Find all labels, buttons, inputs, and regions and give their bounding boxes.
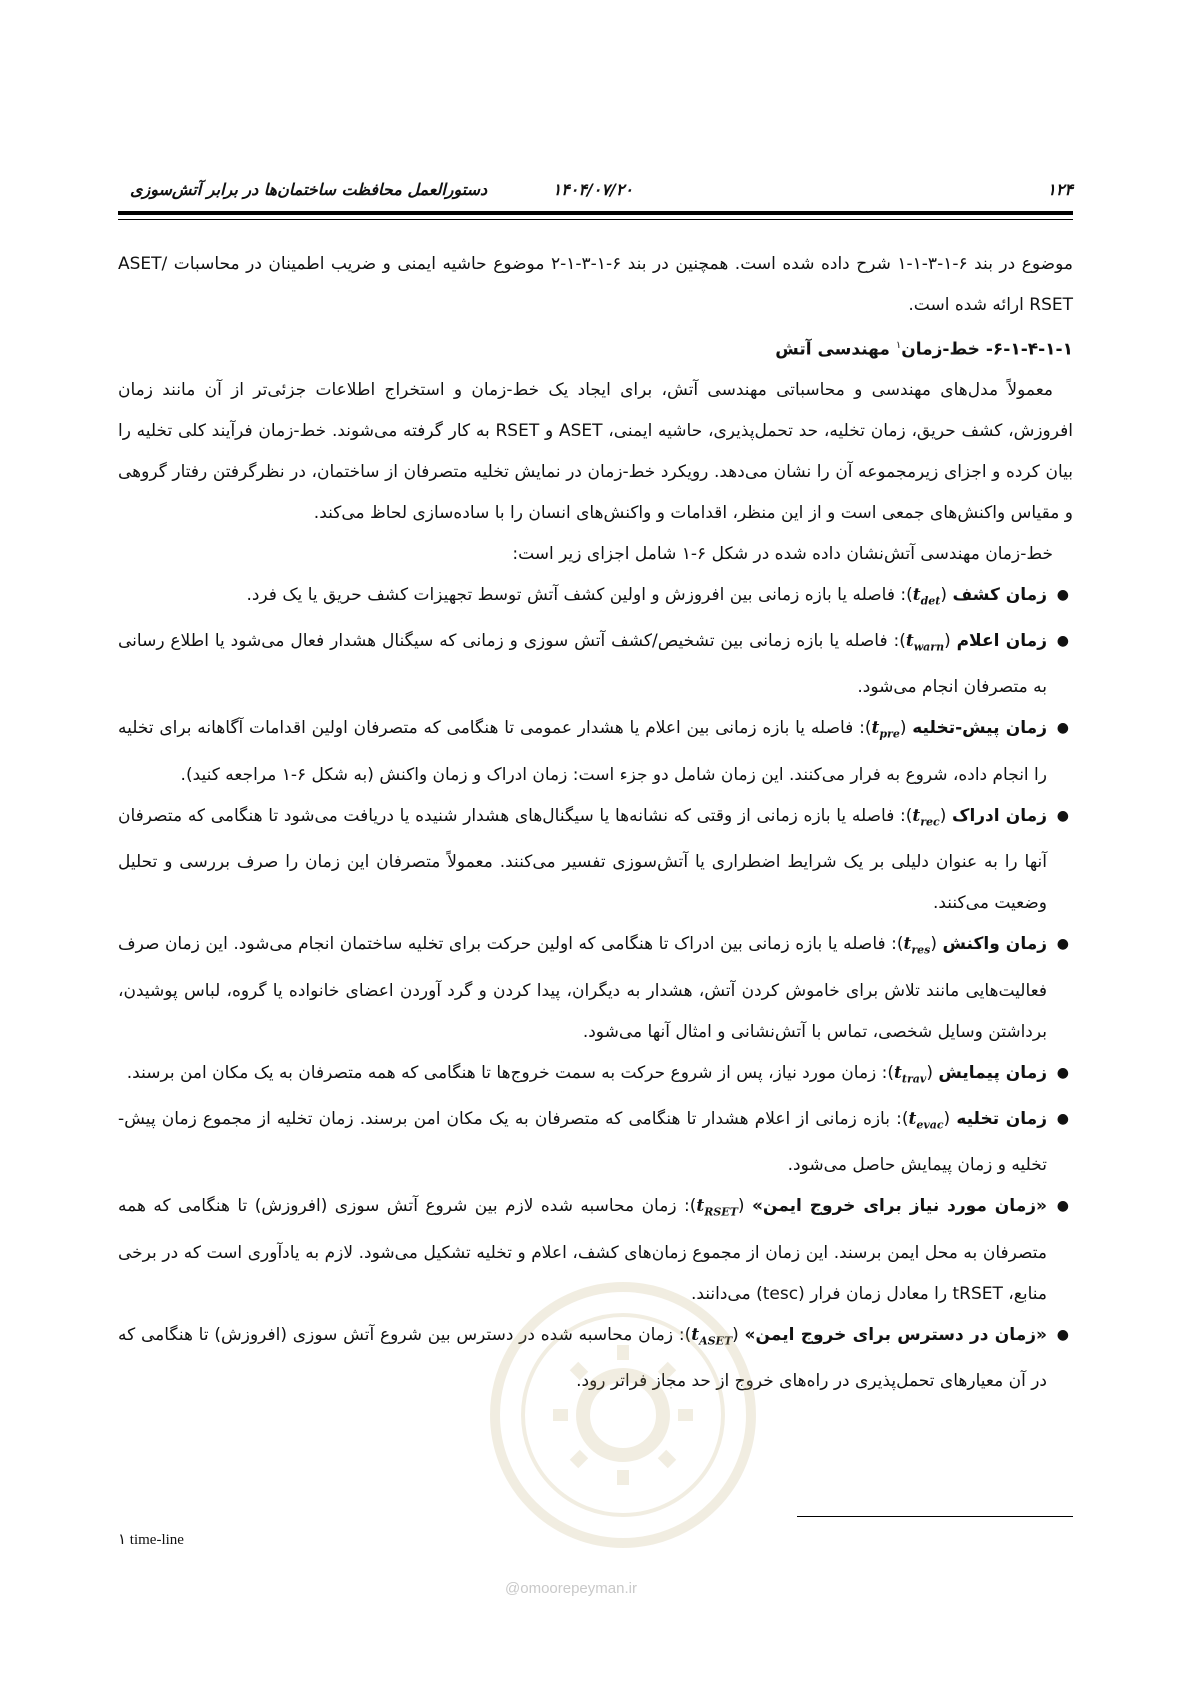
- page-body: [118, 244, 1073, 1402]
- list-item: ● زمان اعلام $(t_{warn})$: فاصله یا بازه زمانی بین تشخیص/کشف آتش سوزی و زمانی که سیگنال هشدار فعال می‌شود یا اطلاع رسانی به متصرفان انجام می‌شود.: [118, 621, 1073, 708]
- bullet-icon: ●: [1056, 807, 1069, 824]
- item-symbol: $t_{det}$: [912, 584, 941, 608]
- watermark-seal-icon: [478, 1265, 768, 1575]
- item-text: : زمان مورد نیاز، پس از شروع حرکت به سمت خروج‌ها تا هنگامی که همه متصرفان به یک مکان امن برسند.: [126, 1062, 888, 1083]
- bullet-icon: ●: [1056, 633, 1069, 650]
- list-item: ● زمان کشف $(t_{det})$: فاصله یا بازه زمانی بین افروزش و اولین کشف آتش توسط تجهیزات کشف حریق یا یک فرد.: [118, 575, 1073, 621]
- bullet-icon: ●: [1056, 1198, 1069, 1215]
- item-text: : زمان محاسبه شده در دسترس بین شروع آتش سوزی (افروزش) تا هنگامی که در آن معیارهای تحمل‌پذیری در راه‌های خروج از حد مجاز فراتر رود.: [118, 1324, 1047, 1392]
- intro-paragraph: موضوع در بند ۶-۱-۳-۱-۱ شرح داده شده است. همچنین در بند ۶-۱-۳-۱-۲ موضوع حاشیه ایمنی و ضریب اطمینان در محاسبات ASET/ RSET ارائه شده است.: [118, 254, 1073, 315]
- item-text: : فاصله یا بازه زمانی بین تشخیص/کشف آتش سوزی و زمانی که سیگنال هشدار فعال می‌شود یا اطلاع رسانی به متصرفان انجام می‌شود.: [118, 631, 1047, 698]
- item-symbol: $t_{evac}$: [908, 1109, 944, 1132]
- header-rule-thick: [118, 211, 1073, 215]
- section-heading: [118, 326, 1073, 370]
- item-symbol: $t_{rec}$: [912, 805, 940, 829]
- item-term: «زمان مورد نیاز برای خروج ایمن»: [751, 1196, 1047, 1217]
- item-symbol: $t_{ASET}$: [691, 1324, 733, 1348]
- header-rule-thin: [118, 219, 1073, 220]
- item-text: : فاصله یا بازه زمانی بین ادراک تا هنگامی که اولین حرکت برای تخلیه ساختمان انجام می‌شود. این زمان صرف فعالیت‌هایی مانند تلاش برای خاموش کردن آتش، هشدار به دیگران، پیدا کردن و گرد آوردن اعضای خانواده یا گروه، لباس پوشیدن، برداشتن وسایل شخصی، تماس با آتش‌نشانی و امثال آنها می‌شود.: [118, 934, 1047, 1042]
- bullet-icon: ●: [1056, 586, 1069, 603]
- list-item: ● «زمان مورد نیاز برای خروج ایمن» $(t_{RSET})$: زمان محاسبه شده لازم بین شروع آتش سوزی (افروزش) تا هنگامی که همه متصرفان به محل ایمن برسند. این زمان از مجموع زمان‌های کشف، اعلام و تخلیه تشکیل می‌شود. لازم به یادآوری است که در برخی منابع، tRSET را معادل زمان فرار (tesc) می‌دانند.: [118, 1186, 1073, 1314]
- item-term: زمان ادراک: [952, 805, 1047, 826]
- section-heading-text: ۶-۱-۴-۱-۱- خط-زمان: [901, 339, 1073, 360]
- item-term: زمان تخلیه: [956, 1109, 1047, 1129]
- list-item: ● زمان پیش-تخلیه $(t_{pre})$: فاصله یا بازه زمانی بین اعلام یا هشدار عمومی تا هنگامی که متصرفان اولین اقدامات آگاهانه برای تخلیه را انجام داده، شروع به فرار می‌کنند. این زمان شامل دو جزء است: زمان ادراک و زمان واکنش (به شکل ۶-۱ مراجعه کنید).: [118, 708, 1073, 795]
- bullet-icon: ●: [1056, 936, 1069, 953]
- item-symbol: $t_{RSET}$: [696, 1196, 738, 1219]
- bullet-icon: ●: [1056, 720, 1069, 737]
- bullet-icon: ●: [1056, 1111, 1069, 1127]
- item-text: : زمان محاسبه شده لازم بین شروع آتش سوزی (افروزش) تا هنگامی که همه متصرفان به محل ایمن برسند. این زمان از مجموع زمان‌های کشف، اعلام و تخلیه تشکیل می‌شود. لازم به یادآوری است که در برخی منابع، tRSET را معادل زمان فرار (tesc) می‌دانند.: [118, 1196, 1047, 1304]
- item-term: زمان پیش-تخلیه: [912, 718, 1047, 739]
- list-item: ● «زمان در دسترس برای خروج ایمن» $(t_{ASET})$: زمان محاسبه شده در دسترس بین شروع آتش سوزی (افروزش) تا هنگامی که در آن معیارهای تحمل‌پذیری در راه‌های خروج از حد مجاز فراتر رود.: [118, 1315, 1073, 1402]
- list-item: ● زمان تخلیه $(t_{evac})$: بازه زمانی از اعلام هشدار تا هنگامی که متصرفان به یک مکان امن برسند. زمان تخلیه از مجموع زمان پیش-تخلیه و زمان پیمایش حاصل می‌شود.: [118, 1099, 1073, 1186]
- running-header: [118, 172, 1073, 208]
- header-title: دستورالعمل محافظت ساختمان‌ها در برابر آتش‌سوزی: [130, 180, 488, 199]
- header-date: ۱۴۰۴/۰۷/۲۰: [552, 180, 633, 199]
- list-item: ● زمان واکنش $(t_{res})$: فاصله یا بازه زمانی بین ادراک تا هنگامی که اولین حرکت برای تخلیه ساختمان انجام می‌شود. این زمان صرف فعالیت‌هایی مانند تلاش برای خاموش کردن آتش، هشدار به دیگران، پیدا کردن و گرد آوردن اعضای خانواده یا گروه، لباس پوشیدن، برداشتن وسایل شخصی، تماس با آتش‌نشانی و امثال آنها می‌شود.: [118, 924, 1073, 1052]
- item-term: زمان کشف: [952, 584, 1047, 605]
- item-symbol: $t_{res}$: [903, 934, 931, 957]
- item-text: : بازه زمانی از اعلام هشدار تا هنگامی که متصرفان به یک مکان امن برسند. زمان تخلیه از مجموع زمان پیش-تخلیه و زمان پیمایش حاصل می‌شود.: [118, 1109, 1047, 1176]
- item-symbol: $t_{pre}$: [871, 718, 900, 741]
- item-term: زمان پیمایش: [938, 1062, 1047, 1083]
- bullet-icon: ●: [1056, 1326, 1069, 1343]
- item-symbol: $t_{trav}$: [894, 1062, 927, 1085]
- section-paragraph-1: معمولاً مدل‌های مهندسی و محاسباتی مهندسی آتش، برای ایجاد یک خط-زمان و استخراج اطلاعات جزئی‌تر از آن مانند زمان افروزش، کشف حریق، زمان تخلیه، حد تحمل‌پذیری، حاشیه ایمنی، ASET و RSET به کار گرفته می‌شوند. خط-زمان فرآیند کلی تخلیه را بیان کرده و اجزای زیرمجموعه آن را نشان می‌دهد. رویکرد خط-زمان در نمایش تخلیه متصرفان از ساختمان، در نظرگرفتن رفتار گروهی و مقیاس واکنش‌های جمعی است و از این منظر، اقدامات و واکنش‌های انسان را با ساده‌سازی لحاظ می‌کند.: [118, 379, 1073, 523]
- item-term: زمان اعلام: [956, 631, 1047, 652]
- item-text: : فاصله یا بازه زمانی بین اعلام یا هشدار عمومی تا هنگامی که متصرفان اولین اقدامات آگاهانه برای تخلیه را انجام داده، شروع به فرار می‌کنند. این زمان شامل دو جزء است: زمان ادراک و زمان واکنش (به شکل ۶-۱ مراجعه کنید).: [118, 718, 1047, 785]
- list-item: ● زمان پیمایش $(t_{trav})$: زمان مورد نیاز، پس از شروع حرکت به سمت خروج‌ها تا هنگامی که همه متصرفان به یک مکان امن برسند.: [118, 1053, 1073, 1099]
- watermark-text: @omoorepeyman.ir: [505, 1580, 637, 1597]
- section-heading-tail: مهندسی آتش: [775, 339, 896, 360]
- list-item: ● زمان ادراک $(t_{rec})$: فاصله یا بازه زمانی از وقتی که نشانه‌ها یا سیگنال‌های هشدار شنیده یا دریافت می‌شود تا هنگامی که متصرفان آنها را به عنوان دلیلی بر یک شرایط اضطراری یا آتش‌سوزی تفسیر می‌کنند. معمولاً متصرفان این زمان را صرف بررسی و تحلیل وضعیت می‌کنند.: [118, 796, 1073, 924]
- footnote-rule: [797, 1516, 1073, 1517]
- item-text: : فاصله یا بازه زمانی بین افروزش و اولین کشف آتش توسط تجهیزات کشف حریق یا یک فرد.: [246, 584, 907, 605]
- item-symbol: $t_{warn}$: [905, 631, 945, 654]
- item-text: : فاصله یا بازه زمانی از وقتی که نشانه‌ها یا سیگنال‌های هشدار شنیده یا دریافت می‌شود تا هنگامی که متصرفان آنها را به عنوان دلیلی بر یک شرایط اضطراری یا آتش‌سوزی تفسیر می‌کنند. معمولاً متصرفان این زمان را صرف بررسی و تحلیل وضعیت می‌کنند.: [118, 805, 1047, 914]
- item-term: «زمان در دسترس برای خروج ایمن»: [744, 1324, 1047, 1345]
- footnote-marker: ۱: [895, 340, 902, 351]
- footnote: ۱ time-line: [118, 1532, 184, 1548]
- item-term: زمان واکنش: [942, 934, 1048, 955]
- bullet-icon: ●: [1056, 1064, 1069, 1081]
- section-paragraph-2: خط-زمان مهندسی آتش‌نشان داده شده در شکل ۶-۱ شامل اجزای زیر است:: [512, 543, 1053, 564]
- page-number: ۱۲۴: [1047, 180, 1073, 199]
